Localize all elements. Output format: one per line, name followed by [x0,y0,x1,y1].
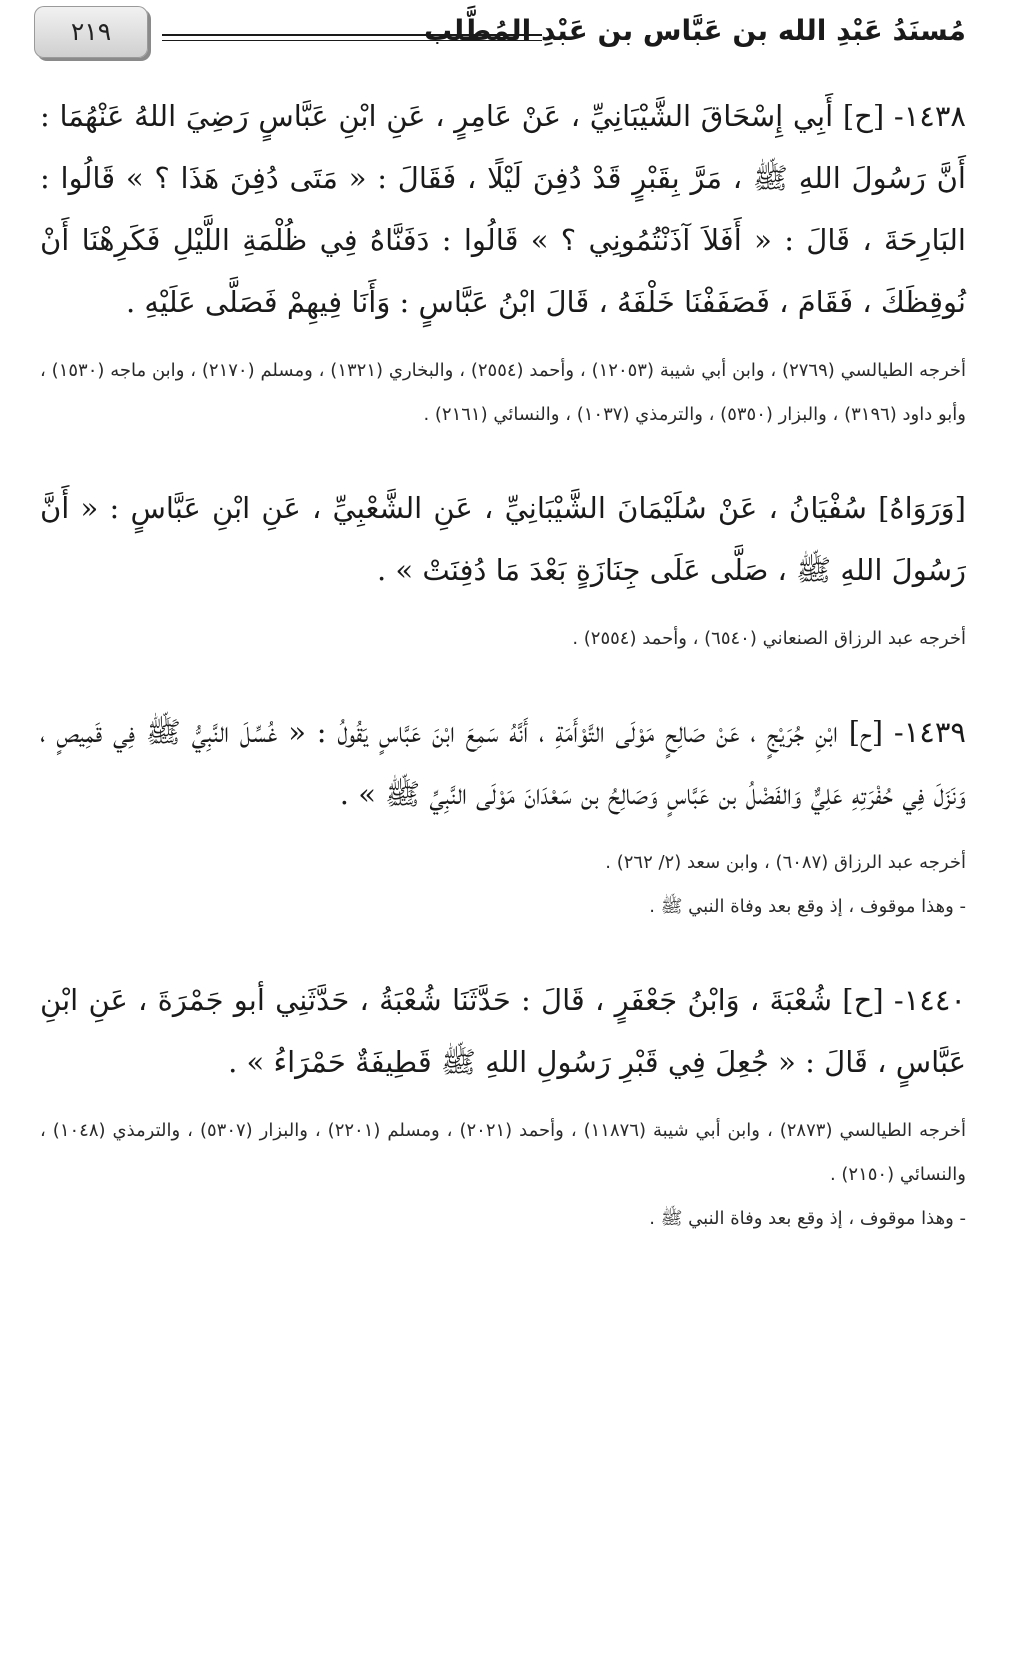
note-1440: - وهذا موقوف ، إذ وقع بعد وفاة النبي ﷺ . [649,1208,966,1229]
page-content [40,85,966,1241]
hadith-1438-variant: [وَرَوَاهُ] سُفْيَانُ ، عَنْ سُلَيْمَانَ الشَّيْبَانِيِّ ، عَنِ الشَّعْبِيِّ ، عَنِ ابْنِ عَبَّاسٍ : « أَنَّ رَسُولَ اللهِ ﷺ ، صَلَّى عَلَى جِنَازَةٍ بَعْدَ مَا دُفِنَتْ » . [40,491,966,587]
running-title: مُسنَدُ عَبْدِ الله بن عَبَّاس بن عَبْدِ المُطَّلب [423,14,966,47]
page-number: ٢١٩ [34,6,148,58]
hadith-1440: ١٤٤٠- [ح] شُعْبَةَ ، وَابْنُ جَعْفَرٍ ، قَالَ : حَدَّثَنَا شُعْبَةُ ، حَدَّثَنِي أبو جَمْرَةَ ، عَنِ ابْنِ عَبَّاسٍ ، قَالَ : « جُعِلَ فِي قَبْرِ رَسُولِ اللهِ ﷺ قَطِيفَةٌ حَمْرَاءُ » . [40,983,966,1079]
header-rule-thin [162,40,542,41]
takhrij-1438-variant: أخرجه عبد الرزاق الصنعاني (٦٥٤٠) ، وأحمد (٢٥٥٤) . [572,628,966,649]
takhrij-1438: أخرجه الطيالسي (٢٧٦٩) ، وابن أبي شيبة (١٢٠٥٣) ، وأحمد (٢٥٥٤) ، والبخاري (١٣٢١) ، ومسلم (٢١٧٠) ، وابن ماجه (١٥٣٠) ، وأبو داود (٣١٩٦) ، والبزار (٥٣٥٠) ، والترمذي (١٠٣٧) ، والنسائي (٢١٦١) . [40,360,967,425]
page-header [34,6,966,64]
hadith-1439: ١٤٣٩- [ح] ابْنِ جُرَيْجٍ ، عَنْ صَالِحٍ مَوْلَى التَّوْأَمَةِ ، أَنَّهُ سَمِعَ ابْنَ عَبَّاسٍ يَقُولُ : « غُسِّلَ النَّبِيُّ ﷺ فِي قَمِيصٍ ، وَنَزَلَ فِي حُفْرَتِهِ عَلِيٌّ وَالفَضْلُ بن عَبَّاسٍ وَصَالِحُ بن سَعْدَانَ مَوْلَى النَّبِيِّ ﷺ » . [40,715,966,811]
hadith-1438: ١٤٣٨- [ح] أَبِي إِسْحَاقَ الشَّيْبَانِيِّ ، عَنْ عَامِرٍ ، عَنِ ابْنِ عَبَّاسٍ رَضِيَ اللهُ عَنْهُمَا : أَنَّ رَسُولَ اللهِ ﷺ ، مَرَّ بِقَبْرٍ قَدْ دُفِنَ لَيْلًا ، فَقَالَ : « مَتَى دُفِنَ هَذَا ؟ » قَالُوا : البَارِحَةَ ، قَالَ : « أَفَلاَ آذَنْتُمُونِي ؟ » قَالُوا : دَفَنَّاهُ فِي ظُلْمَةِ اللَّيْلِ فَكَرِهْنَا أَنْ نُوقِظَكَ ، فَقَامَ ، فَصَفَفْنَا خَلْفَهُ ، قَالَ ابْنُ عَبَّاسٍ : وَأَنَا فِيهِمْ فَصَلَّى عَلَيْهِ . [40,99,966,319]
header-rule-thick [162,34,542,36]
note-1439: - وهذا موقوف ، إذ وقع بعد وفاة النبي ﷺ . [649,896,966,917]
takhrij-1440: أخرجه الطيالسي (٢٨٧٣) ، وابن أبي شيبة (١١٨٧٦) ، وأحمد (٢٠٢١) ، ومسلم (٢٢٠١) ، والبزار (٥٣٠٧) ، والترمذي (١٠٤٨) ، والنسائي (٢١٥٠) . [40,1120,966,1185]
takhrij-1439: أخرجه عبد الرزاق (٦٠٨٧) ، وابن سعد (٢/ ٢٦٢) . [605,852,966,873]
